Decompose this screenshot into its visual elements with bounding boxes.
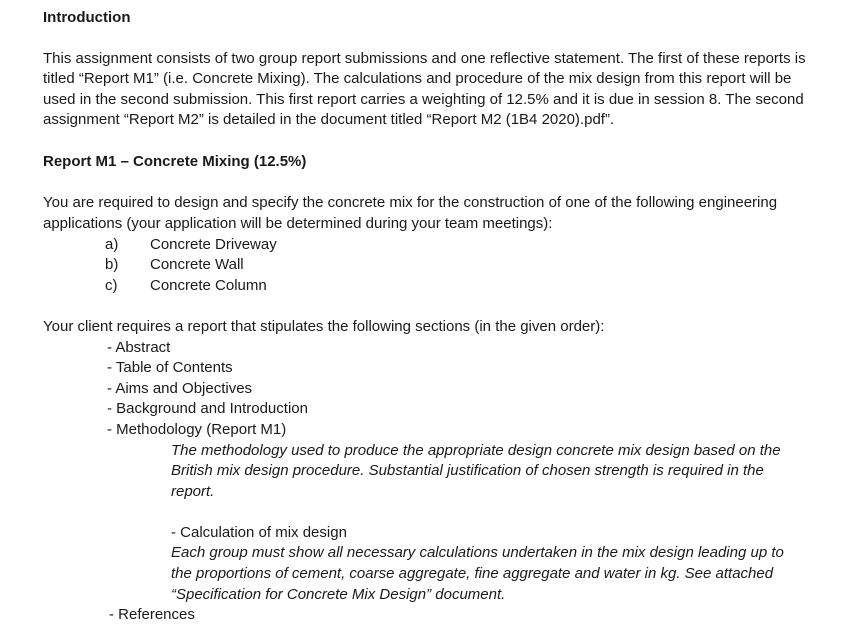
calculation-description-line: the proportions of cement, coarse aggregate, fine aggregate and water in kg. See attached (171, 565, 774, 582)
application-item: Concrete Wall (150, 256, 244, 273)
intro-paragraph-line: used in the second submission. This first report carries a weighting of 12.5% and it is due in session 8. The second (43, 91, 804, 108)
section-item: - Abstract (107, 339, 171, 356)
application-marker: b) (105, 256, 119, 273)
section-item: - Methodology (Report M1) (107, 421, 287, 438)
application-marker: c) (105, 277, 118, 294)
section-item: - Table of Contents (107, 359, 233, 376)
intro-heading: Introduction (43, 9, 131, 26)
application-item: Concrete Driveway (150, 236, 277, 253)
methodology-description-line: British mix design procedure. Substantial justification of chosen strength is required in the (171, 462, 764, 479)
section-item: - Background and Introduction (107, 400, 308, 417)
intro-paragraph-line: titled “Report M1” (i.e. Concrete Mixing). The calculations and procedure of the mix design from this report will be (43, 70, 792, 87)
calculation-heading: - Calculation of mix design (171, 524, 347, 541)
section-item: - Aims and Objectives (107, 380, 253, 397)
client-requirement-line: Your client requires a report that stipulates the following sections (in the given order): (43, 318, 605, 335)
intro-paragraph-line: This assignment consists of two group report submissions and one reflective statement. The first of these reports is (43, 50, 806, 67)
intro-paragraph-line: assignment “Report M2” is detailed in the document titled “Report M2 (1B4 2020).pdf”. (43, 111, 615, 128)
methodology-description-line: report. (171, 483, 215, 500)
calculation-description-line: “Specification for Concrete Mix Design” document. (171, 586, 506, 603)
report-m1-heading: Report M1 – Concrete Mixing (12.5%) (43, 153, 307, 170)
application-marker: a) (105, 236, 119, 253)
methodology-description-line: The methodology used to produce the appropriate design concrete mix design based on the (171, 442, 781, 459)
calculation-description-line: Each group must show all necessary calculations undertaken in the mix design leading up to (171, 544, 784, 561)
application-item: Concrete Column (150, 277, 267, 294)
section-item-references: - References (109, 606, 195, 623)
report-m1-intro-line: applications (your application will be determined during your team meetings): (43, 215, 553, 232)
report-m1-intro-line: You are required to design and specify the concrete mix for the construction of one of the following engineering (43, 194, 778, 211)
